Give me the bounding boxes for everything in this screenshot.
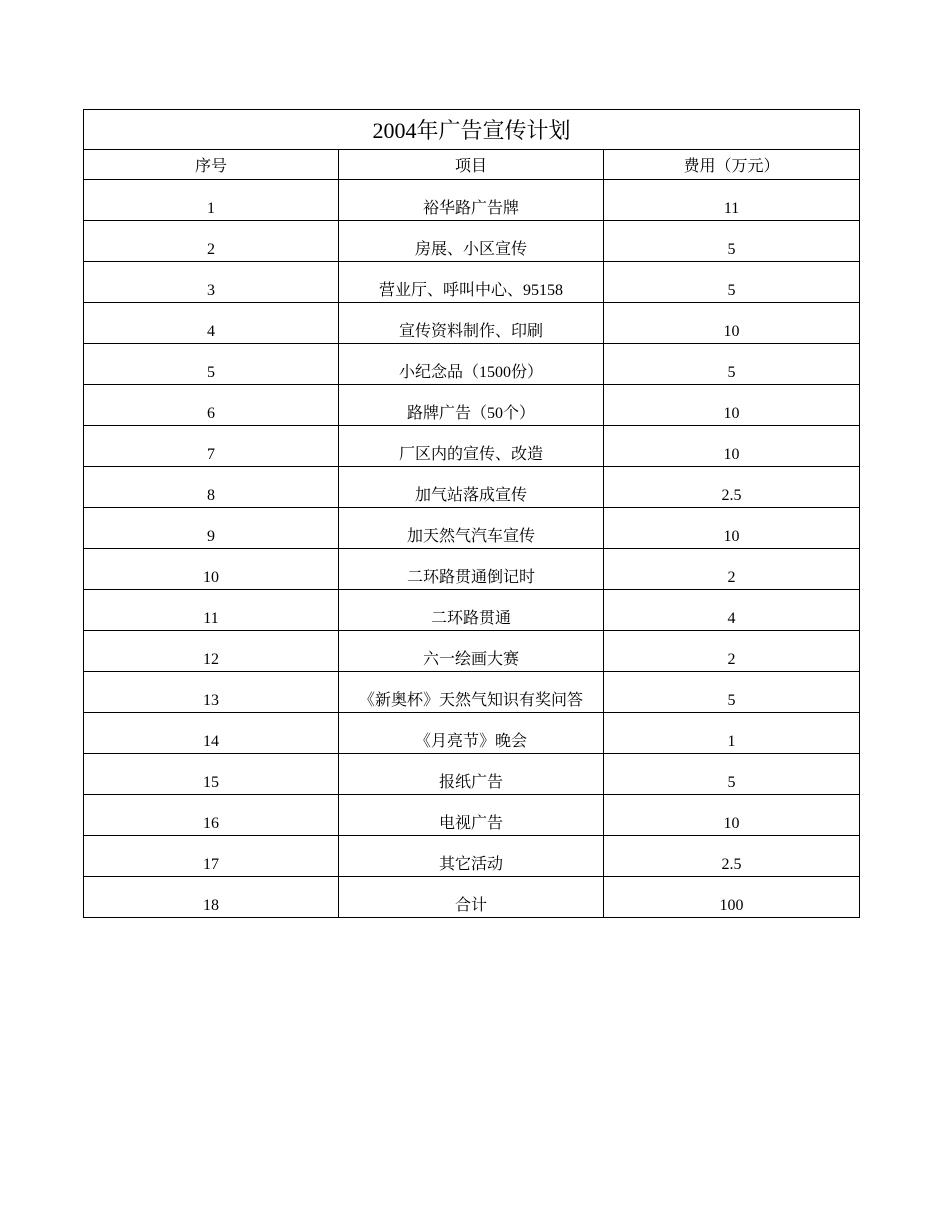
table-row [84,754,860,795]
table-row [84,672,860,713]
row-index: 7 [84,426,339,467]
row-item: 电视广告 [339,795,604,836]
row-item: 营业厅、呼叫中心、95158 [339,262,604,303]
row-item: 厂区内的宣传、改造 [339,426,604,467]
row-cost: 10 [604,426,860,467]
row-index: 10 [84,549,339,590]
row-index: 13 [84,672,339,713]
table-row [84,221,860,262]
row-index: 16 [84,795,339,836]
row-cost: 1 [604,713,860,754]
row-index: 2 [84,221,339,262]
row-index: 12 [84,631,339,672]
row-item: 加气站落成宣传 [339,467,604,508]
table-row [84,467,860,508]
row-cost: 5 [604,672,860,713]
row-cost: 5 [604,344,860,385]
table-row [84,590,860,631]
row-item: 合计 [339,877,604,918]
table-row [84,385,860,426]
row-index: 1 [84,180,339,221]
row-item: 六一绘画大赛 [339,631,604,672]
row-item: 加天然气汽车宣传 [339,508,604,549]
header-row [84,150,860,180]
title-row [84,110,860,150]
row-cost: 5 [604,221,860,262]
table-title: 2004年广告宣传计划 [84,110,860,150]
row-index: 3 [84,262,339,303]
row-cost: 10 [604,385,860,426]
table-row [84,836,860,877]
row-item: 二环路贯通倒记时 [339,549,604,590]
header-cost: 费用（万元） [604,150,860,180]
table-row [84,303,860,344]
row-item: 房展、小区宣传 [339,221,604,262]
row-cost: 2 [604,631,860,672]
row-index: 9 [84,508,339,549]
row-cost: 5 [604,754,860,795]
row-item: 报纸广告 [339,754,604,795]
row-cost: 4 [604,590,860,631]
table-row [84,631,860,672]
row-cost: 2.5 [604,467,860,508]
row-item: 宣传资料制作、印刷 [339,303,604,344]
row-index: 17 [84,836,339,877]
row-item: 二环路贯通 [339,590,604,631]
row-item: 小纪念品（1500份） [339,344,604,385]
row-item: 裕华路广告牌 [339,180,604,221]
table-row [84,508,860,549]
table-row-total [84,877,860,918]
row-cost: 10 [604,795,860,836]
row-cost: 5 [604,262,860,303]
header-index: 序号 [84,150,339,180]
row-index: 15 [84,754,339,795]
row-cost: 2.5 [604,836,860,877]
row-index: 11 [84,590,339,631]
row-cost: 10 [604,508,860,549]
row-index: 4 [84,303,339,344]
row-cost: 2 [604,549,860,590]
row-index: 14 [84,713,339,754]
table-row [84,713,860,754]
header-item: 项目 [339,150,604,180]
table-row [84,262,860,303]
table-row [84,180,860,221]
row-item: 《新奥杯》天然气知识有奖问答 [339,672,604,713]
row-cost: 11 [604,180,860,221]
table-row [84,426,860,467]
row-item: 其它活动 [339,836,604,877]
table-row [84,795,860,836]
row-index: 6 [84,385,339,426]
row-index: 18 [84,877,339,918]
row-cost: 10 [604,303,860,344]
row-index: 8 [84,467,339,508]
row-item: 《月亮节》晚会 [339,713,604,754]
row-item: 路牌广告（50个） [339,385,604,426]
table-body [84,180,860,918]
row-index: 5 [84,344,339,385]
row-cost: 100 [604,877,860,918]
advertising-plan-table [83,109,860,918]
table-row [84,344,860,385]
table-row [84,549,860,590]
